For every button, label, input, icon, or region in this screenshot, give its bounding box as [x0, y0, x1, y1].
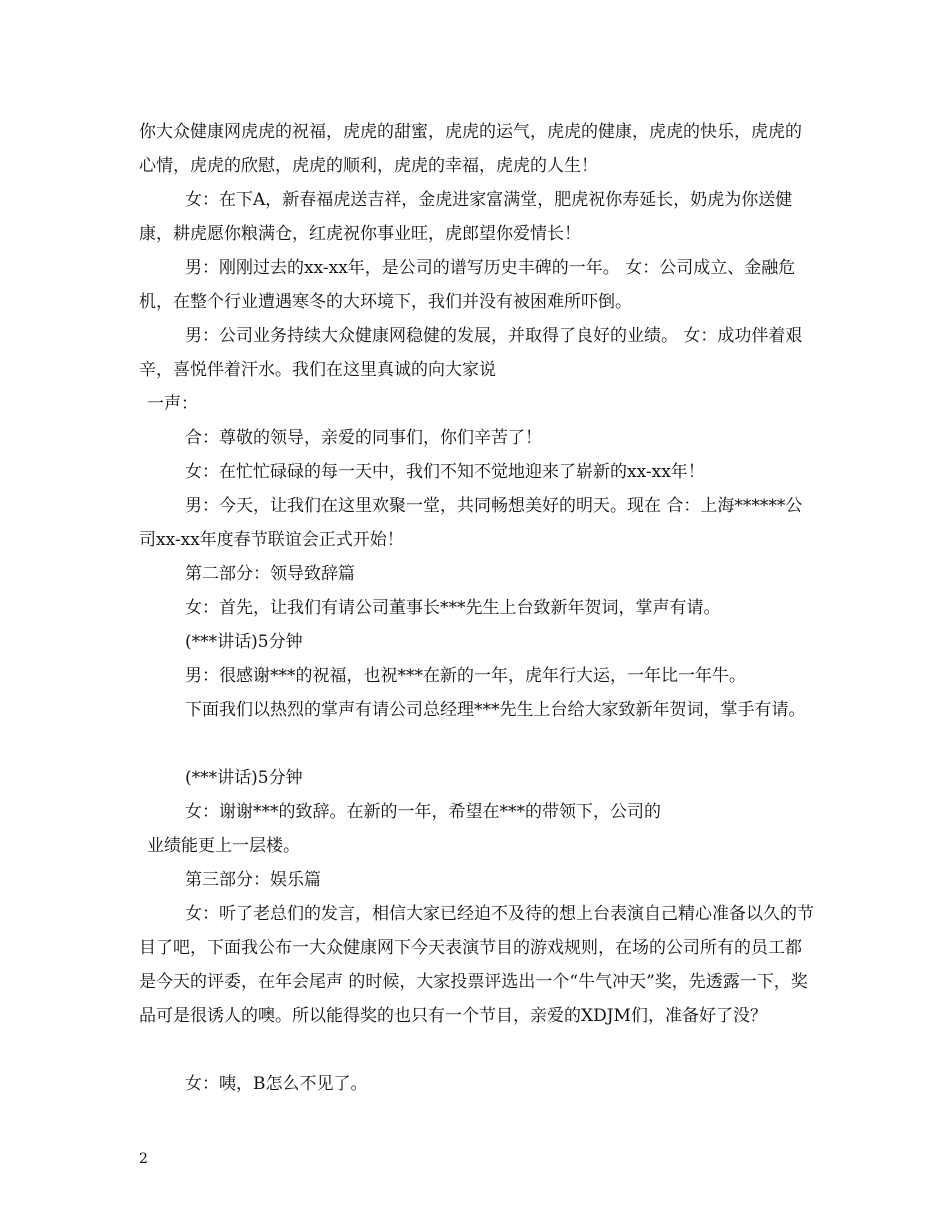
- paragraph-new-year-arrives: 女：在忙忙碌碌的每一天中，我们不知不觉地迎来了崭新的xx-xx年！: [185, 462, 705, 482]
- paragraph-where-is-b: 女：咦，B怎么不见了。: [185, 1074, 368, 1094]
- paragraph-female-tiger-greeting: 女：在下A，新春福虎送吉祥，金虎进家富满堂，肥虎祝你寿延长，奶虎为你送健康，耕虎愿你粮满仓，红虎祝你事业旺，虎郎望你爱情长！: [139, 190, 793, 244]
- paragraph-blessing-continuation: 你大众健康网虎虎的祝福，虎虎的甜蜜，虎虎的运气，虎虎的健康，虎虎的快乐，虎虎的心情，虎虎的欣慰，虎虎的顺利，虎虎的幸福，虎虎的人生！: [139, 122, 802, 176]
- paragraph-one-voice: 一声：: [147, 394, 198, 414]
- paragraph-female-thanks: 女：谢谢***的致辞。在新的一年，希望在***的带领下，公司的: [185, 802, 661, 822]
- paragraph-speech-note-1: (***讲话)5分钟: [185, 632, 303, 652]
- paragraph-company-growth: 男：公司业务持续大众健康网稳健的发展，并取得了良好的业绩。 女：成功伴着艰辛，喜悦伴着汗水。我们在这里真诚的向大家说: [139, 326, 803, 380]
- section-heading-part-three: 第三部分：娱乐篇: [185, 870, 321, 890]
- paragraph-male-thanks: 男：很感谢***的祝福，也祝***在新的一年，虎年行大运，一年比一年牛。: [185, 666, 746, 686]
- page-number: 2: [139, 1151, 148, 1167]
- paragraph-gm-invite: 下面我们以热烈的掌声有请公司总经理***先生上台给大家致新年贺词，掌手有请。: [185, 700, 806, 720]
- section-heading-part-two: 第二部分：领导致辞篇: [185, 564, 355, 584]
- paragraph-speech-note-2: (***讲话)5分钟: [185, 768, 303, 788]
- paragraph-together-thanks: 合：尊敬的领导，亲爱的同事们，你们辛苦了！: [185, 428, 542, 448]
- paragraph-gala-opens: 男：今天，让我们在这里欢聚一堂，共同畅想美好的明天。现在 合：上海******公司xx-xx年度春节联谊会正式开始！: [139, 496, 803, 550]
- paragraph-performance-better: 业绩能更上一层楼。: [147, 836, 300, 856]
- paragraph-past-year: 男：刚刚过去的xx-xx年，是公司的谱写历史丰碑的一年。 女：公司成立、金融危机，在整个行业遭遇寒冬的大环境下，我们并没有被困难所吓倒。: [139, 258, 796, 312]
- paragraph-game-rules: 女：听了老总们的发言，相信大家已经迫不及待的想上台表演自己精心准备以久的节目了吧，下面我公布一大众健康网下今天表演节目的游戏规则，在场的公司所有的员工都是今天的评委，在年会尾声 的时候，大家投票评选出一个“牛气冲天”奖，先透露一下，奖品可是很诱人的噢。所以能得奖的也只有一个节目，亲爱的XDJM们，准备好了没？: [139, 904, 814, 1026]
- paragraph-chairman-invite: 女：首先，让我们有请公司董事长***先生上台致新年贺词，掌声有请。: [185, 598, 721, 618]
